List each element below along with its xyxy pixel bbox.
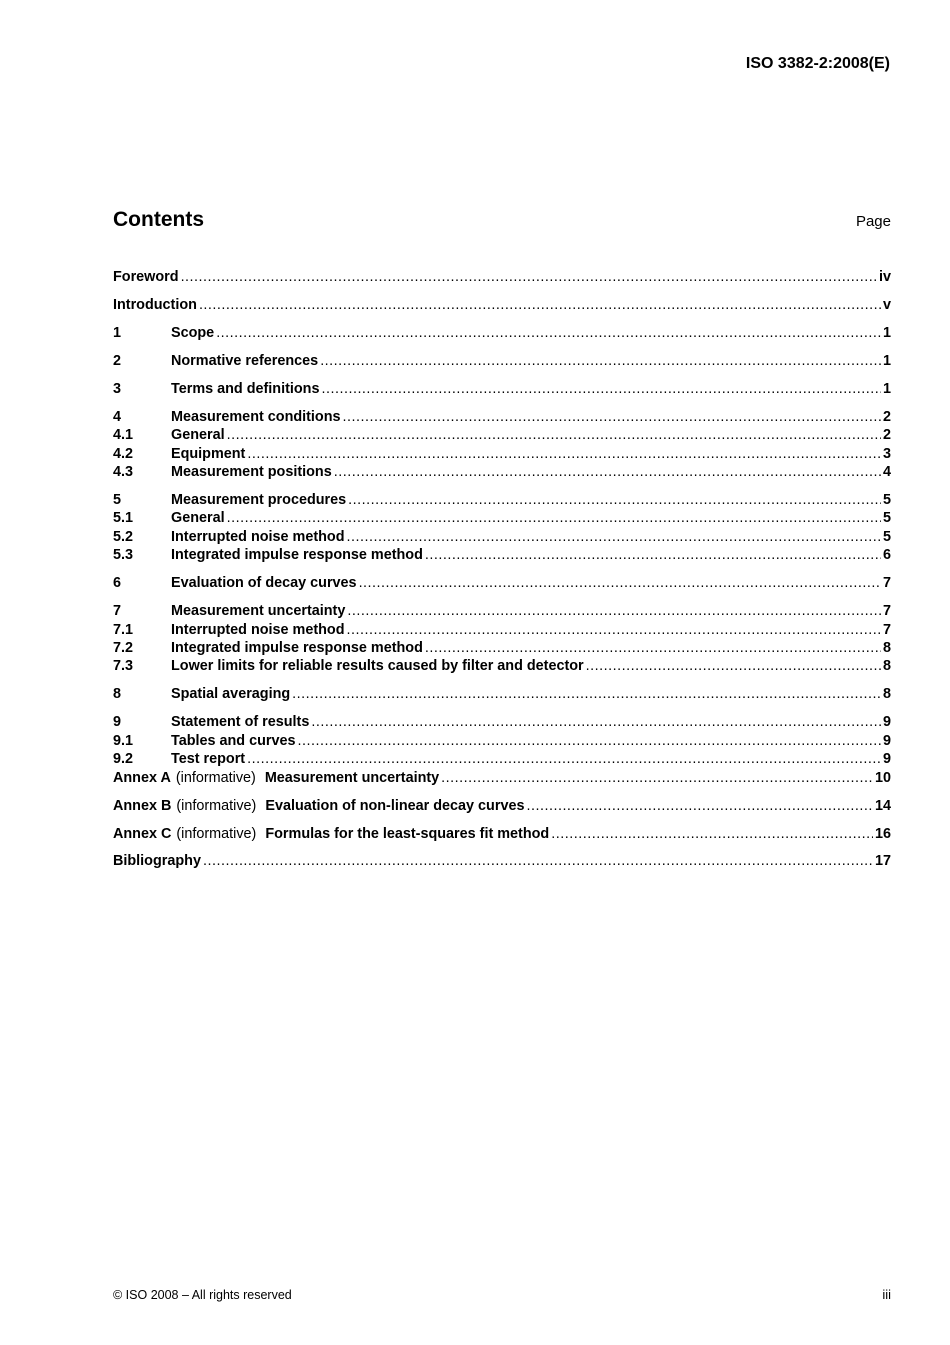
toc-entry-title: Normative references: [171, 352, 319, 369]
toc-annex-label: (informative): [175, 769, 256, 786]
contents-heading: Contents: [113, 208, 204, 231]
toc-entry[interactable]: [113, 574, 891, 592]
toc-entry[interactable]: [113, 639, 891, 657]
toc-entry-number: 5.1: [113, 510, 134, 527]
toc-entry-page: 1: [882, 352, 891, 369]
toc-entry[interactable]: [113, 852, 891, 870]
toc-entry-number: 2: [113, 352, 122, 369]
toc-entry-title: Measurement procedures: [171, 492, 347, 509]
contents-heading-row: [113, 208, 891, 232]
toc-entry-number: 4.1: [113, 427, 134, 444]
toc-leader-dots: [227, 426, 881, 444]
toc-entry-title: Lower limits for reliable results caused by filter and detector: [171, 658, 584, 675]
toc-leader-dots: [311, 713, 881, 731]
toc-annex-id: Annex B: [113, 797, 172, 814]
toc-entry-page: 5: [882, 492, 891, 509]
toc-entry[interactable]: [113, 713, 891, 731]
toc-entry-number: 5: [113, 492, 122, 509]
toc-entry-number: 9.2: [113, 751, 134, 768]
toc-leader-dots: [347, 602, 881, 620]
toc-entry-page: 5: [882, 528, 891, 545]
toc-entry-page: 7: [882, 575, 891, 592]
toc-entry-number: 5.3: [113, 547, 134, 564]
toc-entry-number: 9: [113, 714, 122, 731]
toc-leader-dots: [526, 797, 873, 815]
toc-annex-id: Annex C: [113, 825, 172, 842]
toc-leader-dots: [247, 750, 881, 768]
toc-entry[interactable]: [113, 732, 891, 750]
toc-entry-title: Bibliography: [113, 853, 201, 870]
toc-entry-number: 6: [113, 575, 122, 592]
toc-entry-page: 9: [882, 732, 891, 749]
toc-entry-title: Interrupted noise method: [171, 621, 345, 638]
toc-leader-dots: [441, 769, 873, 787]
toc-leader-dots: [181, 268, 877, 286]
toc-entry-title: Scope: [171, 324, 215, 341]
toc-entry-title: Terms and definitions: [171, 380, 320, 397]
toc-entry-page: 2: [882, 408, 891, 425]
toc-entry-page: 2: [882, 427, 891, 444]
toc-leader-dots: [359, 574, 881, 592]
toc-entry-page: 6: [882, 547, 891, 564]
toc-entry-page: 9: [882, 751, 891, 768]
toc-entry-number: 1: [113, 324, 122, 341]
toc-leader-dots: [292, 685, 881, 703]
page-column-label: Page: [855, 213, 891, 230]
toc-leader-dots: [199, 296, 881, 314]
toc-entry-title: General: [171, 427, 225, 444]
toc-leader-dots: [298, 732, 881, 750]
toc-entry-number: 7: [113, 603, 122, 620]
toc-leader-dots: [227, 509, 881, 527]
toc-entry[interactable]: [113, 296, 891, 314]
toc-leader-dots: [348, 491, 881, 509]
toc-entry-title: Integrated impulse response method: [171, 547, 423, 564]
toc-leader-dots: [347, 621, 881, 639]
toc-entry-title: Foreword: [113, 269, 179, 285]
toc-entry-page: iv: [878, 269, 891, 285]
toc-entry-page: 5: [882, 510, 891, 527]
toc-leader-dots: [425, 546, 881, 564]
toc-entry-page: 7: [882, 621, 891, 638]
toc-leader-dots: [347, 528, 881, 546]
toc-entry-page: 8: [882, 686, 891, 703]
toc-entry-title: Evaluation of non-linear decay curves: [265, 797, 525, 814]
toc-entry-number: 3: [113, 380, 122, 397]
toc-entry-page: 1: [882, 380, 891, 397]
toc-entry[interactable]: [113, 797, 891, 815]
toc-entry-title: Equipment: [171, 445, 246, 462]
toc-leader-dots: [320, 352, 881, 370]
toc-leader-dots: [321, 380, 881, 398]
toc-entry[interactable]: [113, 380, 891, 398]
toc-entry-title: Measurement uncertainty: [264, 769, 440, 786]
toc-entry[interactable]: [113, 268, 891, 286]
toc-entry-number: 5.2: [113, 528, 134, 545]
toc-entry-number: 4.3: [113, 464, 134, 481]
toc-leader-dots: [216, 324, 881, 342]
toc-entry-title: Introduction: [113, 296, 197, 313]
toc-leader-dots: [425, 639, 881, 657]
toc-entry-page: v: [882, 296, 891, 313]
toc-entry-page: 14: [874, 797, 891, 814]
toc-entry-title: Test report: [171, 751, 246, 768]
toc-entry[interactable]: [113, 528, 891, 546]
toc-leader-dots: [334, 463, 881, 481]
toc-entry-title: Evaluation of decay curves: [171, 575, 357, 592]
toc-leader-dots: [247, 445, 881, 463]
toc-entry-title: Spatial averaging: [171, 686, 291, 703]
toc-entry-title: Measurement conditions: [171, 408, 341, 425]
toc-entry-title: Integrated impulse response method: [171, 640, 423, 656]
toc-entry-page: 8: [882, 640, 891, 656]
toc-entry[interactable]: [113, 491, 891, 509]
toc-entry-title: Interrupted noise method: [171, 528, 345, 545]
toc-entry-number: 7.1: [113, 621, 134, 638]
toc-entry-page: 1: [882, 324, 891, 341]
toc-entry[interactable]: [113, 825, 891, 843]
toc-entry-title: Formulas for the least-squares fit method: [265, 825, 550, 842]
toc-entry[interactable]: [113, 657, 891, 675]
toc-entry-title: Statement of results: [171, 714, 310, 731]
toc-entry-page: 3: [882, 445, 891, 462]
toc-entry-title: Tables and curves: [171, 732, 296, 749]
toc-entry-page: 17: [874, 853, 891, 870]
toc-entry-number: 7.3: [113, 658, 134, 675]
toc-leader-dots: [343, 408, 881, 426]
toc-annex-id: Annex A: [113, 769, 171, 786]
toc-entry[interactable]: [113, 426, 891, 444]
toc-leader-dots: [551, 825, 873, 843]
toc-entry-page: 10: [874, 769, 891, 786]
toc-entry-page: 16: [874, 825, 891, 842]
toc-entry-number: 9.1: [113, 732, 134, 749]
toc-entry[interactable]: [113, 621, 891, 639]
toc-entry-page: 9: [882, 714, 891, 731]
toc-entry-number: 4: [113, 408, 122, 425]
toc-entry[interactable]: [113, 685, 891, 703]
toc-annex-label: (informative): [176, 797, 257, 814]
toc-entry-page: 7: [882, 603, 891, 620]
toc-entry-title: General: [171, 510, 225, 527]
toc-annex-label: (informative): [176, 825, 257, 842]
toc-entry[interactable]: [113, 769, 891, 787]
table-of-contents: [113, 268, 891, 871]
page-number: iii: [882, 1287, 891, 1302]
toc-entry-title: Measurement uncertainty: [171, 603, 346, 620]
toc-leader-dots: [203, 852, 873, 870]
toc-entry[interactable]: [113, 509, 891, 527]
toc-entry-page: 4: [882, 464, 891, 481]
toc-entry-title: Measurement positions: [171, 464, 332, 481]
toc-entry-number: 8: [113, 686, 122, 703]
toc-entry-page: 8: [882, 658, 891, 675]
document-id: ISO 3382-2:2008(E): [745, 55, 890, 72]
toc-entry[interactable]: [113, 352, 891, 370]
toc-leader-dots: [586, 657, 881, 675]
toc-entry[interactable]: [113, 445, 891, 463]
toc-entry[interactable]: [113, 546, 891, 564]
toc-entry[interactable]: [113, 750, 891, 768]
toc-entry[interactable]: [113, 408, 891, 426]
toc-entry-number: 7.2: [113, 640, 134, 656]
toc-entry-number: 4.2: [113, 445, 134, 462]
copyright-notice: © ISO 2008 – All rights reserved: [113, 1288, 292, 1302]
toc-entry[interactable]: [113, 602, 891, 620]
toc-entry[interactable]: [113, 463, 891, 481]
toc-entry[interactable]: [113, 324, 891, 342]
